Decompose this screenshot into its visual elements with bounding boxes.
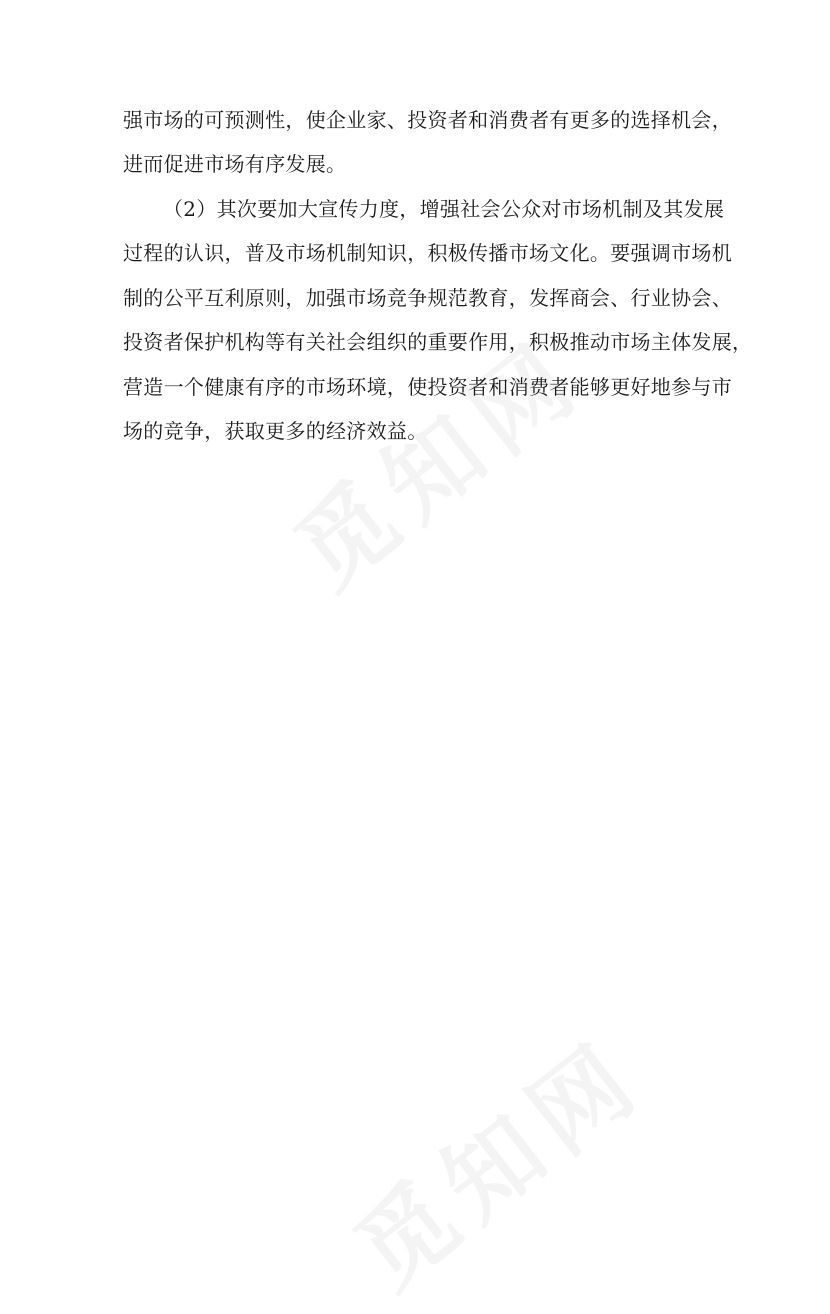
text-line: 营造一个健康有序的市场环境，使投资者和消费者能够更好地参与市 xyxy=(123,374,732,399)
text-line: 强市场的可预测性，使企业家、投资者和消费者有更多的选择机会， xyxy=(123,108,732,132)
watermark xyxy=(323,1003,667,1314)
paragraph-continuation xyxy=(123,98,732,187)
text-line: 过程的认识，普及市场机制知识，积极传播市场文化。要强调市场机 xyxy=(123,241,732,266)
paragraph-item-2 xyxy=(123,187,753,453)
text-line: （2）其次要加大宣传力度，增强社会公众对市场机制及其发展 xyxy=(163,197,725,221)
text-line: 进而促进市场有序发展。 xyxy=(123,152,347,177)
text-line: 制的公平互利原则，加强市场竞争规范教育，发挥商会、行业协会、 xyxy=(123,285,732,310)
text-line: 投资者保护机构等有关社会组织的重要作用，积极推动市场主体发展， xyxy=(123,330,753,355)
text-line: 场的竞争，获取更多的经济效益。 xyxy=(123,418,428,443)
